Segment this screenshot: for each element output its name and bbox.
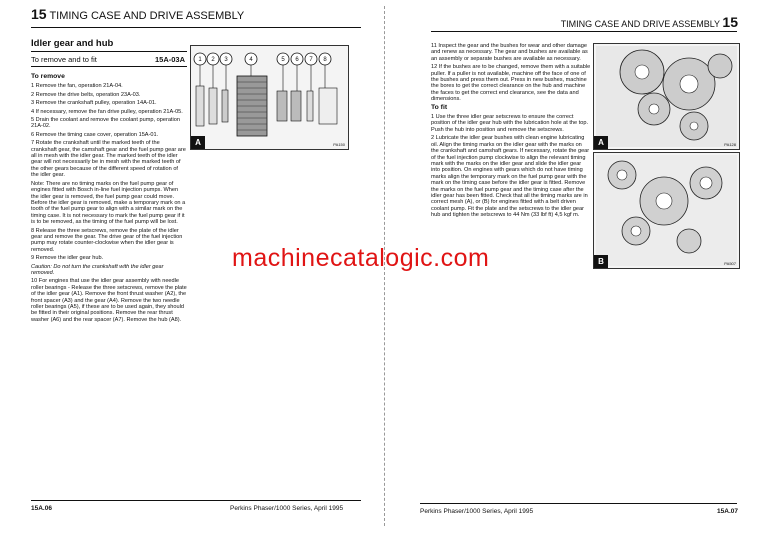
right-page-header [561, 14, 738, 30]
right-page-number: 15A.07 [717, 508, 738, 515]
figure-code: PA150 [333, 142, 345, 147]
remove-rule [31, 66, 187, 67]
left-text-column [31, 72, 187, 325]
figure-label: A [594, 136, 608, 149]
step: 3 Remove the crankshaft pulley, operation 14A-01. [31, 100, 157, 107]
step: 10 For engines that use the idler gear assembly with needle roller bearings - Release the three setscrews, remove the plate of the idler gear (A1). Remove the front thrust washer (A2), the front spacer (A3) and the gear (A4). Remove the two needle roller bearings (A5), if these are to be used again, they should be fitted in their original positions. Remove the rear thrust washer (A6) and the rear spacer (A7). Remove the hub (A8). [31, 278, 187, 323]
callout-8: 8 [323, 57, 327, 63]
left-footer-rule [31, 500, 361, 501]
right-footer-rule [420, 503, 737, 504]
callout-7: 7 [309, 57, 313, 63]
timing-gears-b-drawing [594, 153, 739, 268]
caution: Caution: Do not turn the crankshaft with the idler gear removed. [31, 263, 164, 276]
operation-code: 15A-03A [154, 55, 185, 64]
to-fit-heading: To fit [431, 103, 448, 111]
figure-code: PA128 [724, 142, 736, 147]
step: 9 Remove the idler gear hub. [31, 255, 104, 262]
figure-timing-gears-a [593, 43, 740, 150]
right-chapter-number: 15 [722, 14, 738, 30]
figure-code: PA507 [724, 261, 736, 266]
step: 12 If the bushes are to be changed, remove them with a suitable puller. If a puller is not available, machine off the face of one of the bushes and press them out. Press in new bushes, machine the bores to get the correct clearance on the hub and machine the faces to get the correct end clearance, see the data and dimensions. [431, 64, 591, 103]
remove-heading: To remove and to fit [31, 55, 97, 64]
right-text-column [431, 43, 591, 221]
left-footer-text: Perkins Phaser/1000 Series, April 1995 [230, 505, 344, 512]
step: 2 Remove the drive belts, operation 23A-03. [31, 91, 141, 98]
callout-4: 4 [249, 57, 253, 63]
right-chapter-title: TIMING CASE AND DRIVE ASSEMBLY [560, 19, 720, 29]
right-footer-text: Perkins Phaser/1000 Series, April 1995 [420, 508, 534, 515]
left-header-rule [31, 27, 361, 28]
watermark-text: machinecatalogic.com [232, 244, 490, 272]
step: 7 Rotate the crankshaft until the marked teeth of the crankshaft gear, the camshaft gear and the fuel pump gear are all in mesh with the idler gear. The marked teeth of the idler gear will not necessarily be in mesh with the marked teeth of the other gears because of the different speed of rotation of the idler gear. [31, 140, 186, 179]
step: 2 Lubricate the idler gear bushes with clean engine lubricating oil. Align the timing marks on the idler gear with the marks on the crankshaft and camshaft gears. If necessary, rotate the gear of the fuel injection pump clockwise to align the relevant timing mark with the marks on the idler gear and slide the idler gear into position. On engines with gears which do not have timing marks align the temporary mark on the fuel pump gear with the mark on the timing case before the idler gear is fitted. Remove the marks on the fuel pump gear and the timing case after the idler gear has been fitted. Check that all the timing marks are in correct mesh (A), or (B) for engines fitted with a belt driven coolant pump. Fit the plate and the setscrews to the idler gear hub and tighten the setscrews to 44 Nm (33 lbf ft) 4,5 kgf m. [431, 135, 590, 219]
figure-timing-gears-b [593, 152, 740, 269]
right-header-rule [431, 31, 737, 32]
left-page-number: 15A.06 [31, 505, 52, 512]
left-chapter-number: 15 [31, 6, 47, 22]
callout-5: 5 [281, 57, 285, 63]
figure-label: A [191, 136, 205, 149]
left-page-header [31, 6, 244, 22]
step: 11 Inspect the gear and the bushes for wear and other damage and renew as necessary. The gear and bushes are available as an assembly or separate bushes are available as necessary. [431, 43, 588, 62]
callout-3: 3 [224, 57, 228, 63]
left-chapter-title: TIMING CASE AND DRIVE ASSEMBLY [49, 10, 245, 22]
timing-gears-a-drawing [594, 44, 739, 149]
step: 5 Drain the coolant and remove the coolant pump, operation 21A-02. [31, 117, 180, 130]
section-title: Idler gear and hub [31, 38, 114, 49]
idler-gear-drawing [191, 46, 348, 149]
figure-idler-gear-exploded [190, 45, 349, 150]
step: 4 If necessary, remove the fan drive pulley, operation 21A-05. [31, 108, 183, 115]
remove-heading-row [31, 55, 187, 64]
step: 1 Use the three idler gear setscrews to ensure the correct position of the idler gear hub with the lubrication hole at the top. Push the hub into position and remove the setscrews. [431, 114, 589, 133]
to-remove-heading: To remove [31, 73, 65, 80]
callout-1: 1 [198, 57, 202, 63]
figure-label: B [594, 255, 608, 268]
step: 8 Release the three setscrews, remove the plate of the idler gear and remove the gear. The drive gear of the fuel injection pump may rotate counter-clockwise when the idler gear is removed. [31, 227, 183, 253]
step: 1 Remove the fan, operation 21A-04. [31, 83, 123, 90]
section-rule [31, 51, 187, 52]
callout-2: 2 [211, 57, 215, 63]
note: Note: There are no timing marks on the fuel pump gear of engines fitted with Bosch in-line fuel injection pumps. When the idler gear is removed, the fuel pump gear could move. Before the idler gear is removed, make a temporary mark on a tooth of the fuel pump gear to align with a similar mark on the timing case. It is not necessary to mark the fuel pump gear if it is to be removed, as the timing of the fuel pump will be lost. [31, 180, 186, 226]
callout-6: 6 [295, 57, 299, 63]
step: 6 Remove the timing case cover, operation 15A-01. [31, 131, 159, 138]
